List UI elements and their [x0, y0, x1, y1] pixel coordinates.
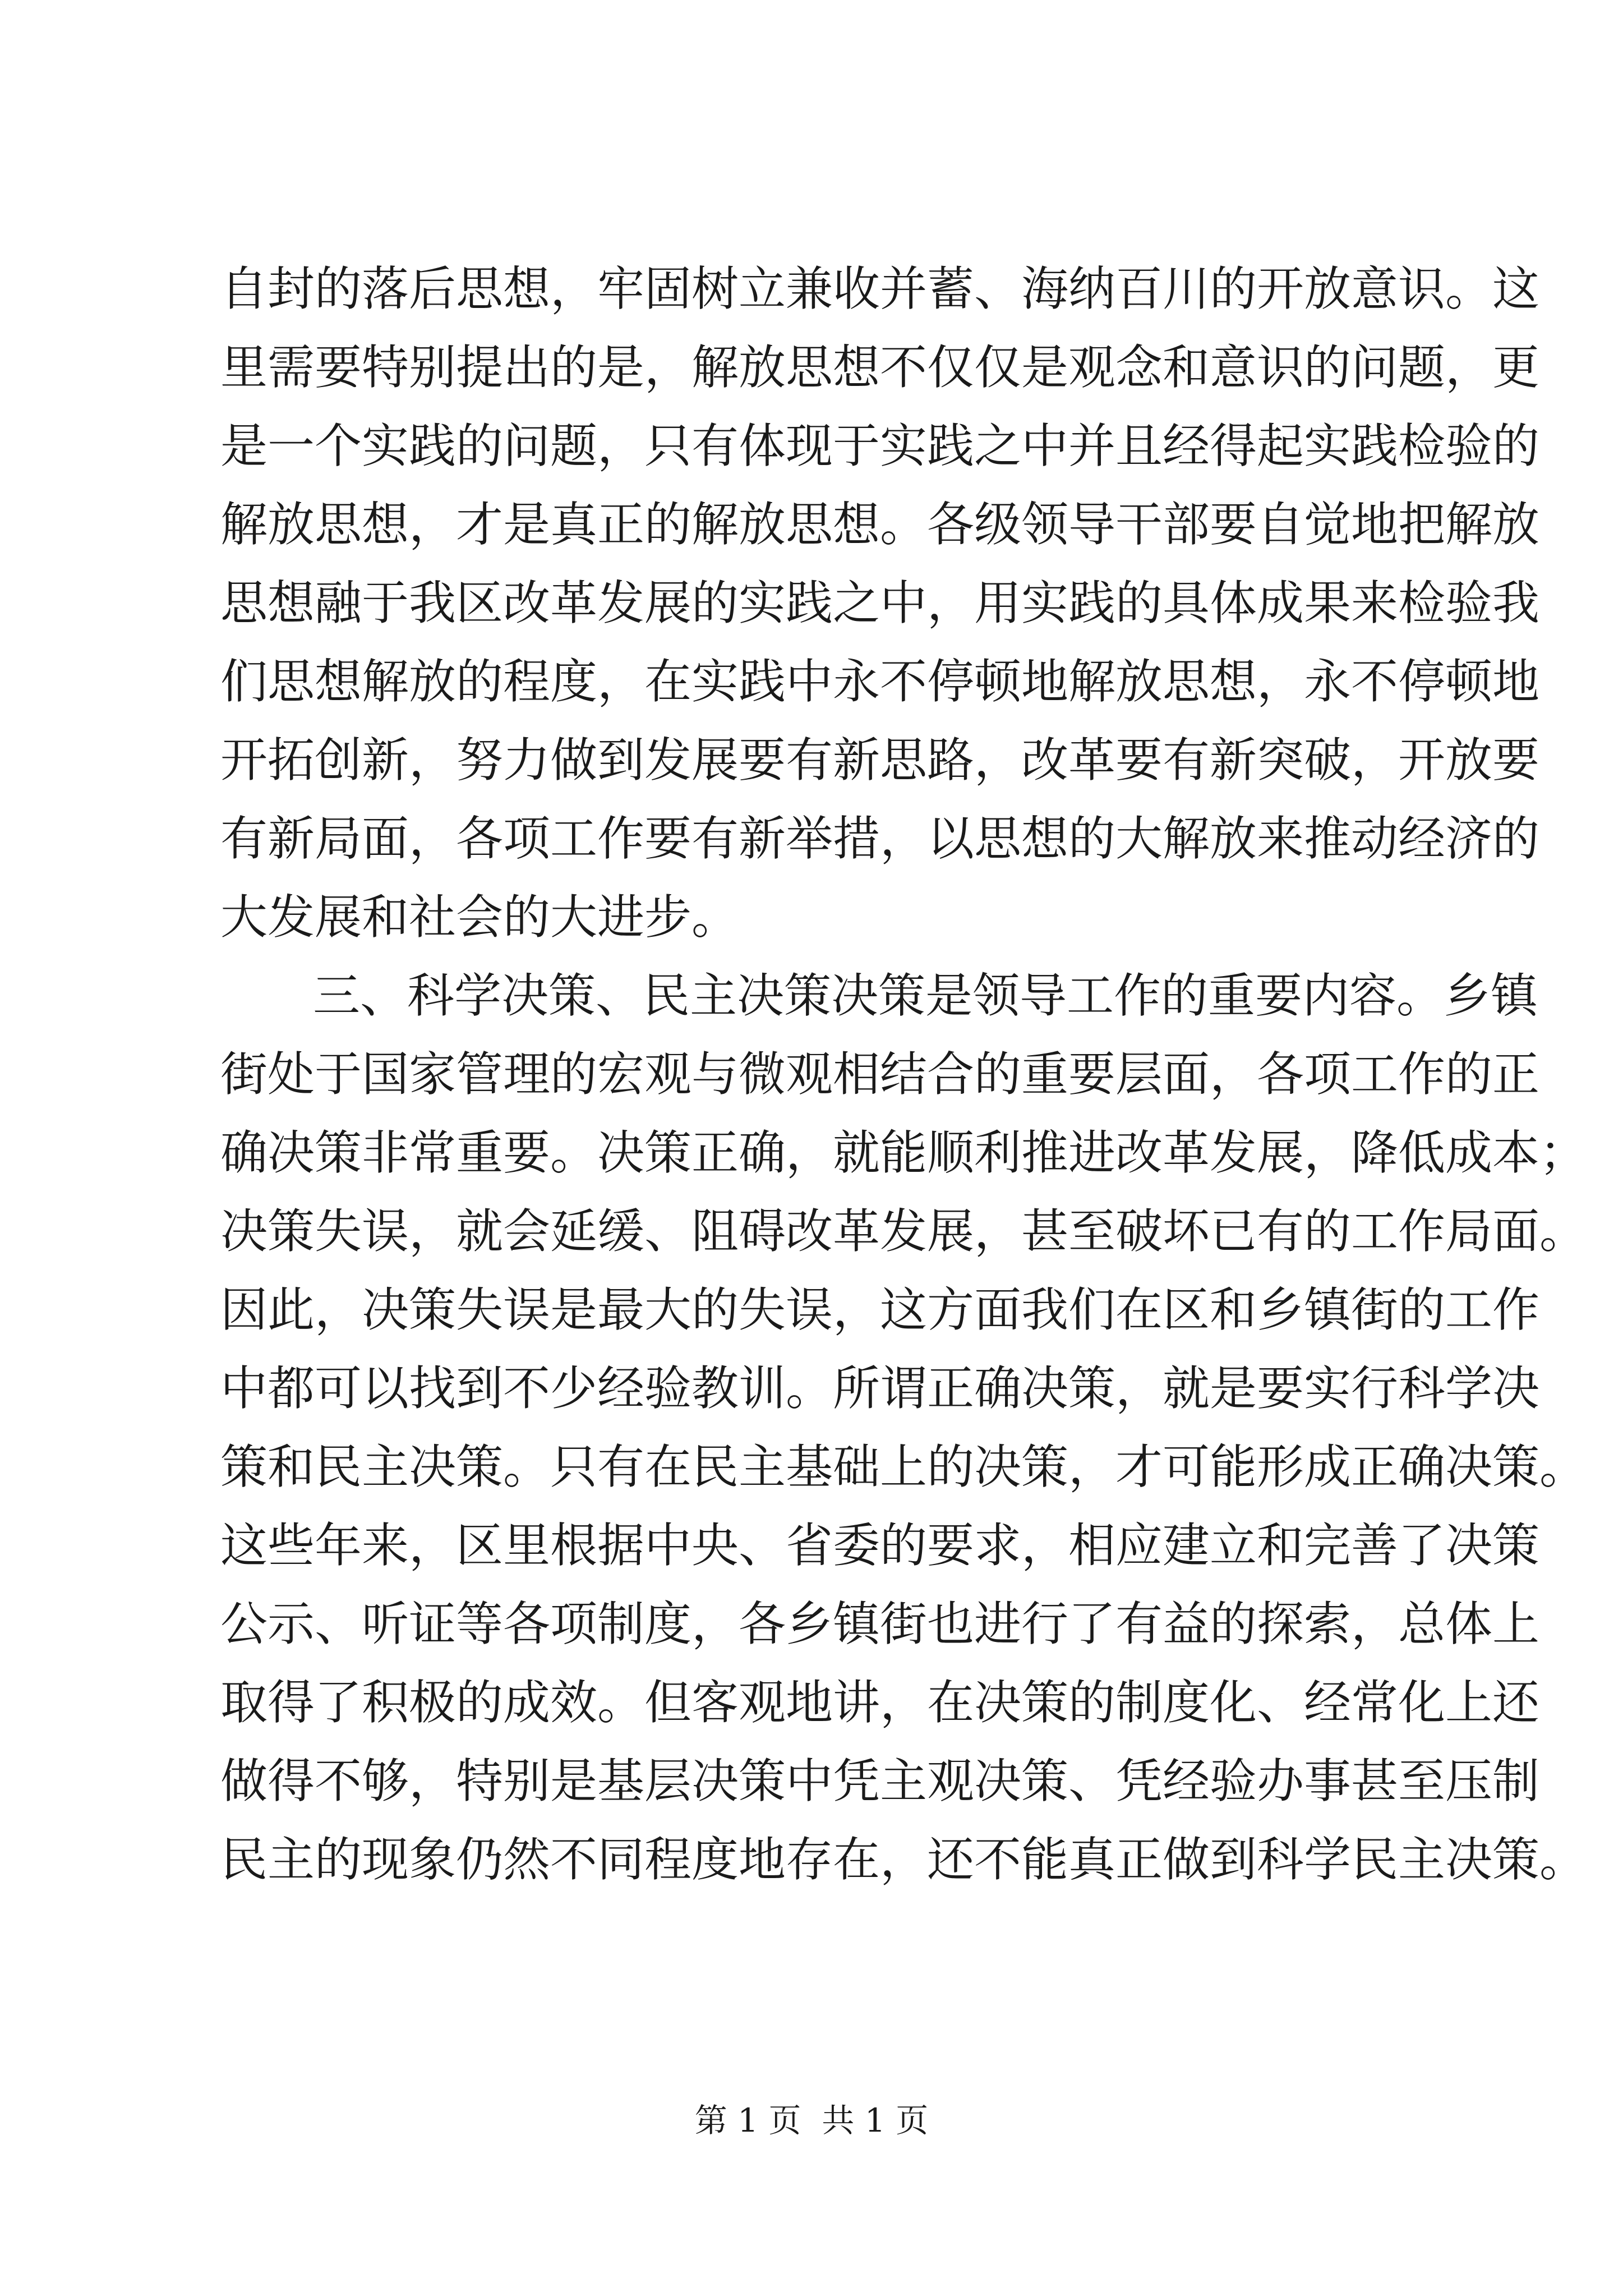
text-line: 街处于国家管理的宏观与微观相结合的重要层面，各项工作的正 [220, 1047, 1540, 1102]
text-line: 三、科学决策、民主决策决策是领导工作的重要内容。乡镇 [313, 968, 1538, 1023]
text-line: 里需要特别提出的是，解放思想不仅仅是观念和意识的问题，更 [220, 340, 1540, 395]
text-line: 公示、听证等各项制度，各乡镇街也进行了有益的探索，总体上 [220, 1596, 1540, 1651]
text-line: 开拓创新，努力做到发展要有新思路，改革要有新突破，开放要 [220, 733, 1540, 788]
text-line: 们思想解放的程度，在实践中永不停顿地解放思想，永不停顿地 [220, 654, 1540, 709]
text-line: 确决策非常重要。决策正确，就能顺利推进改革发展，降低成本； [220, 1125, 1587, 1180]
text-line: 民主的现象仍然不同程度地存在，还不能真正做到科学民主决策。 [220, 1832, 1587, 1887]
text-line: 思想融于我区改革发展的实践之中，用实践的具体成果来检验我 [220, 576, 1540, 631]
document-body [220, 250, 1587, 1899]
paragraph-1 [220, 250, 1540, 956]
page-number-label: 第 1 页 共 1 页 [694, 2101, 929, 2139]
text-line: 是一个实践的问题，只有体现于实践之中并且经得起实践检验的 [220, 418, 1540, 473]
paragraph-2 [220, 956, 1587, 1899]
text-line: 中都可以找到不少经验教训。所谓正确决策，就是要实行科学决 [220, 1361, 1540, 1416]
page-footer [0, 2098, 1623, 2143]
text-line: 这些年来，区里根据中央、省委的要求，相应建立和完善了决策 [220, 1518, 1540, 1573]
text-line: 做得不够，特别是基层决策中凭主观决策、凭经验办事甚至压制 [220, 1754, 1540, 1809]
text-line: 因此，决策失误是最大的失误，这方面我们在区和乡镇街的工作 [220, 1282, 1540, 1337]
text-line: 取得了积极的成效。但客观地讲，在决策的制度化、经常化上还 [220, 1675, 1540, 1730]
text-line: 大发展和社会的大进步。 [220, 890, 739, 945]
text-line: 策和民主决策。只有在民主基础上的决策，才可能形成正确决策。 [220, 1439, 1587, 1494]
text-line: 解放思想，才是真正的解放思想。各级领导干部要自觉地把解放 [220, 497, 1540, 552]
text-line: 自封的落后思想，牢固树立兼收并蓄、海纳百川的开放意识。这 [220, 261, 1540, 316]
text-line: 决策失误，就会延缓、阻碍改革发展，甚至破坏已有的工作局面。 [220, 1204, 1587, 1259]
text-line: 有新局面，各项工作要有新举措，以思想的大解放来推动经济的 [220, 811, 1540, 866]
